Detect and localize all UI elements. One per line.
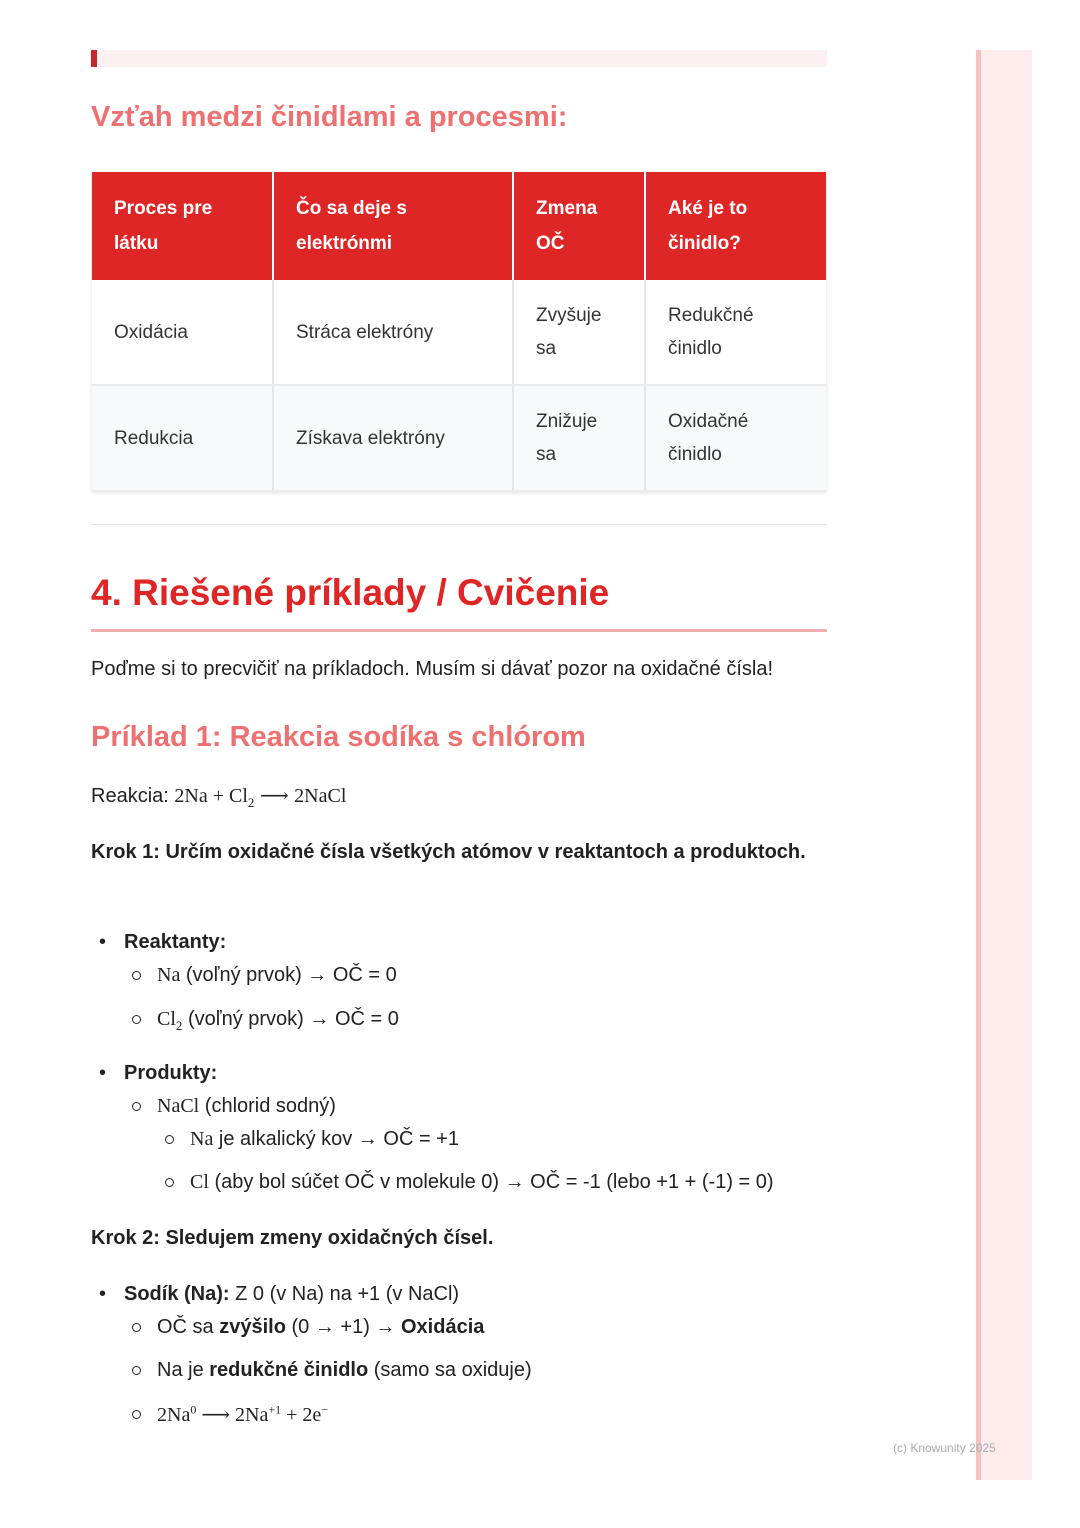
half-rhs-sup: +1: [268, 1402, 282, 1417]
product-nacl-text: (chlorid sodný): [204, 1095, 336, 1117]
table-header-row: [92, 172, 826, 280]
oc-change: [157, 1316, 484, 1339]
agent-line: [157, 1359, 532, 1382]
reaction-line: [91, 783, 346, 811]
half-e-sup: −: [321, 1402, 329, 1417]
table-header-cell: Čo sa deje s elektrónmi: [273, 172, 513, 280]
agent-suffix: (samo sa oxiduje): [373, 1359, 532, 1381]
oc-middle: (0 → +1) →: [291, 1316, 396, 1338]
half-lhs-sup: 0: [190, 1402, 197, 1417]
sub-bullet: [132, 1102, 141, 1111]
reactant-cl-text: (voľný prvok) → OČ = 0: [187, 1008, 399, 1030]
relation-heading: Vzťah medzi činidlami a procesmi:: [91, 101, 568, 133]
table-cell: Znižuje sa: [513, 385, 645, 491]
callout-bar: [91, 50, 827, 67]
agent-bold: redukčné činidlo: [209, 1359, 369, 1381]
reaction-label: Reakcia:: [91, 785, 169, 807]
sodium-label: Sodík (Na):: [124, 1283, 230, 1305]
sodium-change: [124, 1283, 459, 1306]
reactant-na-text: (voľný prvok) → OČ = 0: [185, 964, 397, 986]
sub-bullet: [132, 1366, 141, 1375]
oc-result: Oxidácia: [401, 1316, 485, 1338]
section4-title-underline: [91, 629, 827, 632]
reactant-cl-formula: Cl: [157, 1008, 176, 1030]
table-row: [92, 280, 826, 385]
sub-bullet: [165, 1178, 174, 1187]
copyright: (c) Knowunity 2025: [893, 1441, 996, 1455]
half-arrow: ⟶: [201, 1404, 230, 1426]
table-cell: Oxidačné činidlo: [645, 385, 826, 491]
agent-prefix: Na je: [157, 1359, 204, 1381]
bullet-dot: •: [99, 931, 107, 953]
reaction-subscript: 2: [247, 795, 255, 810]
product-na-text: je alkalický kov → OČ = +1: [218, 1128, 459, 1150]
table-cell: Redukcia: [92, 385, 273, 491]
reactants-label: Reaktanty:: [124, 931, 227, 953]
product-nacl: [157, 1095, 336, 1118]
section-divider: [91, 524, 827, 525]
sub-bullet: [165, 1135, 174, 1144]
reactant-cl-subscript: 2: [175, 1018, 183, 1033]
sub-bullet: [132, 1410, 141, 1419]
reaction-rhs: 2NaCl: [294, 785, 347, 807]
half-plus: + 2e: [286, 1404, 322, 1426]
page-side-line: [976, 50, 981, 1480]
section4-title: 4. Riešené príklady / Cvičenie: [91, 572, 610, 613]
step2-heading: Krok 2: Sledujem zmeny oxidačných čísel.: [91, 1227, 494, 1249]
table-cell: Redukčné činidlo: [645, 280, 826, 385]
half-rhs: 2Na: [235, 1404, 269, 1426]
half-reaction: [157, 1402, 328, 1427]
reactant-na: [157, 964, 397, 987]
table-cell: Oxidácia: [92, 280, 273, 385]
product-cl-text: (aby bol súčet OČ v molekule 0) → OČ = -1 (lebo +1 + (-1) = 0): [214, 1171, 774, 1193]
callout-accent: [91, 50, 97, 67]
reaction-arrow: ⟶: [259, 785, 289, 807]
relation-table: [92, 172, 826, 492]
product-na: [190, 1128, 459, 1151]
bullet-dot: •: [99, 1062, 107, 1084]
example1-title: Príklad 1: Reakcia sodíka s chlórom: [91, 721, 586, 753]
sodium-text: Z 0 (v Na) na +1 (v NaCl): [235, 1283, 460, 1305]
page-side-strip: [976, 50, 1032, 1480]
bullet-dot: •: [99, 1283, 107, 1305]
table-cell: Získava elektróny: [273, 385, 513, 491]
sub-bullet: [132, 1015, 141, 1024]
table-cell: Zvyšuje sa: [513, 280, 645, 385]
oc-prefix: OČ sa: [157, 1316, 214, 1338]
table-cell: Stráca elektróny: [273, 280, 513, 385]
sub-bullet: [132, 1323, 141, 1332]
reactant-cl2: [157, 1008, 399, 1034]
reactant-na-formula: Na: [157, 964, 181, 986]
step1-heading: Krok 1: Určím oxidačné čísla všetkých atómov v reaktantoch a produktoch.: [91, 841, 806, 863]
product-nacl-formula: NaCl: [157, 1095, 200, 1117]
table-header-cell: Aké je to činidlo?: [645, 172, 826, 280]
table-header-cell: Zmena OČ: [513, 172, 645, 280]
product-cl: [190, 1171, 774, 1194]
half-lhs: 2Na: [157, 1404, 191, 1426]
sub-bullet: [132, 971, 141, 980]
section4-intro: Poďme si to precvičiť na príkladoch. Musím si dávať pozor na oxidačné čísla!: [91, 658, 774, 680]
table-header-cell: Proces pre látku: [92, 172, 273, 280]
table-row: [92, 385, 826, 491]
product-cl-formula: Cl: [190, 1171, 209, 1193]
reaction-lhs: 2Na + Cl: [174, 785, 248, 807]
oc-bold: zvýšilo: [219, 1316, 286, 1338]
products-label: Produkty:: [124, 1062, 218, 1084]
product-na-formula: Na: [190, 1128, 214, 1150]
